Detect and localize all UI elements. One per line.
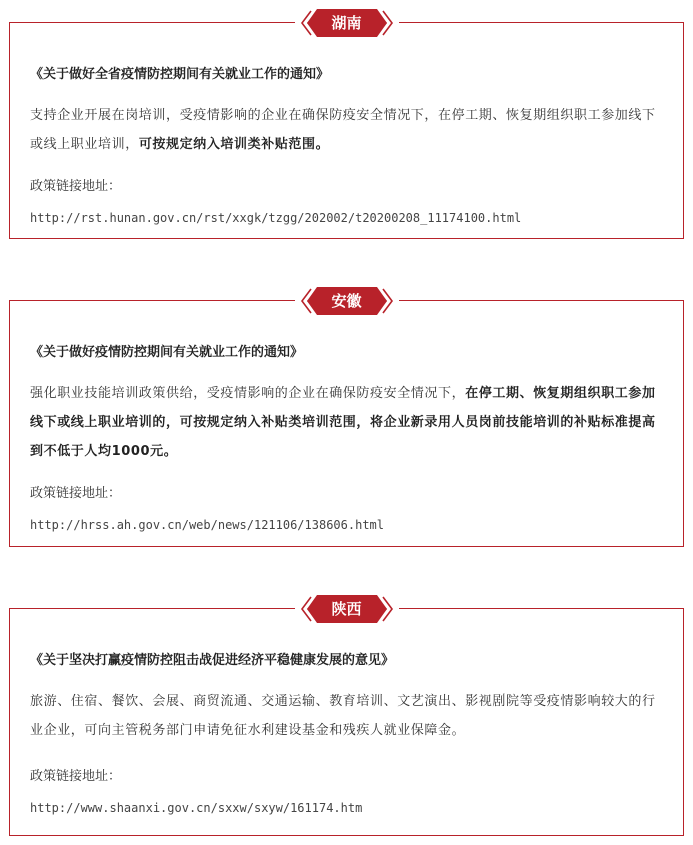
policy-body (30, 101, 667, 159)
policy-card-shaanxi (9, 600, 684, 836)
region-badge: 安徽 (317, 287, 377, 315)
region-header (295, 8, 399, 38)
policy-title: 《关于做好疫情防控期间有关就业工作的通知》 (30, 345, 304, 360)
policy-link[interactable]: http://hrss.ah.gov.cn/web/news/121106/138606.html (30, 518, 385, 532)
policy-card-anhui (9, 292, 684, 547)
region-header (295, 286, 399, 316)
policy-body-bold: 在停工期、恢复期组织职工参加线下或线上职业培训的，可按规定纳入补贴类培训范围，将企业新录用人员岗前技能培训的补贴标准提高到不低于人均1000元。 (30, 386, 656, 459)
policy-title: 《关于坚决打赢疫情防控阻击战促进经济平稳健康发展的意见》 (30, 653, 395, 668)
policy-body (30, 379, 667, 466)
policy-body-bold: 可按规定纳入培训类补贴范围。 (138, 137, 330, 152)
policy-title: 《关于做好全省疫情防控期间有关就业工作的通知》 (30, 67, 330, 82)
link-label: 政策链接地址： (30, 179, 122, 194)
region-badge: 湖南 (317, 9, 377, 37)
policy-link[interactable]: http://www.shaanxi.gov.cn/sxxw/sxyw/161174.htm (30, 801, 363, 815)
policy-body-plain: 支持企业开展在岗培训，受疫情影响的企业在确保防疫安全情况下，在停工期、恢复期组织职工参加线下或线上职业培训， (30, 108, 656, 152)
policy-body-plain: 旅游、住宿、餐饮、会展、商贸流通、交通运输、教育培训、文艺演出、影视剧院等受疫情影响较大的行业企业，可向主管税务部门申请免征水利建设基金和残疾人就业保障金。 (30, 694, 656, 738)
link-label: 政策链接地址： (30, 486, 122, 501)
link-label: 政策链接地址： (30, 769, 122, 784)
region-header (295, 594, 399, 624)
policy-body-plain: 强化职业技能培训政策供给，受疫情影响的企业在确保防疫安全情况下， (30, 386, 466, 401)
policy-link[interactable]: http://rst.hunan.gov.cn/rst/xxgk/tzgg/202002/t20200208_11174100.html (30, 211, 522, 225)
policy-body (30, 687, 667, 745)
policy-card-hunan (9, 14, 684, 239)
region-badge: 陕西 (317, 595, 377, 623)
